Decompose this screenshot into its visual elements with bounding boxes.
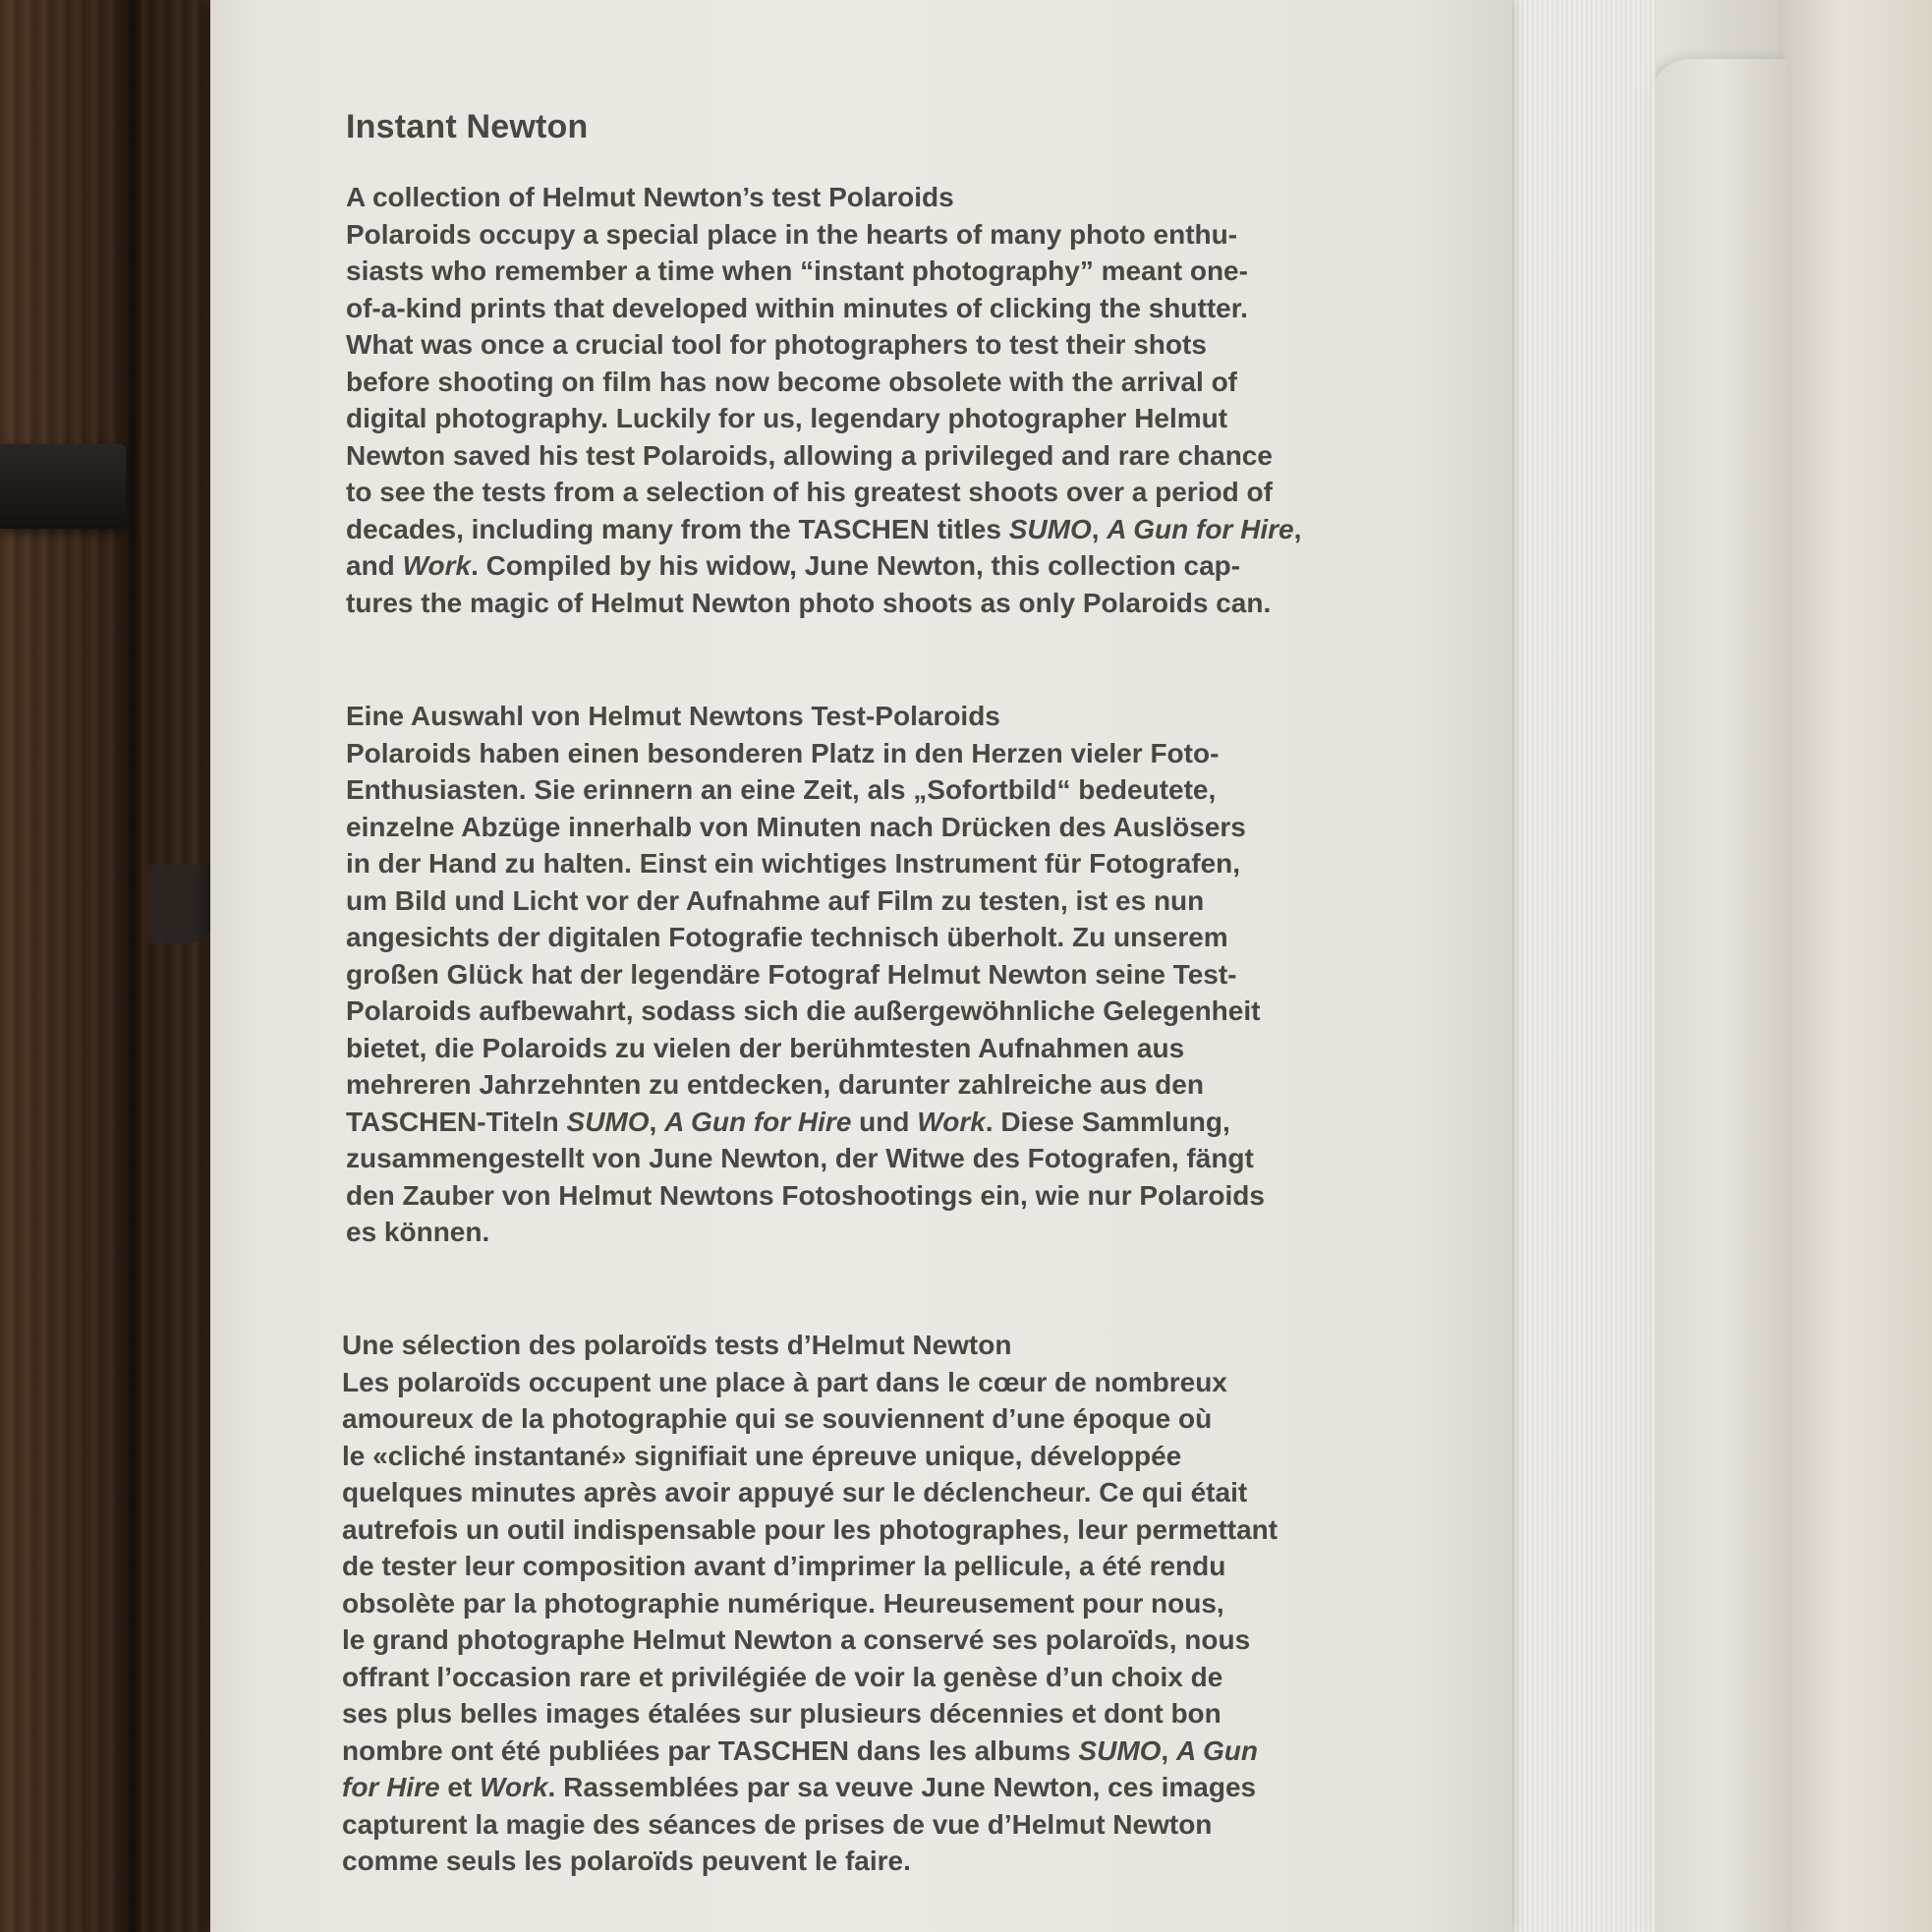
english-line: and Work. Compiled by his widow, June Newton, this collection cap- [346, 550, 1241, 581]
french-line: offrant l’occasion rare et privilégiée de voir la genèse d’un choix de [342, 1661, 1223, 1692]
english-subtitle: A collection of Helmut Newton’s test Polaroids [346, 182, 954, 212]
page-title: Instant Newton [346, 108, 589, 145]
french-line: quelques minutes après avoir appuyé sur le déclencheur. Ce qui était [342, 1477, 1248, 1507]
french-line: capturent la magie des séances de prises de vue d’Helmut Newton [342, 1808, 1213, 1840]
german-line: um Bild und Licht vor der Aufnahme auf Film zu testen, ist es nun [346, 884, 1205, 916]
french-line: de tester leur composition avant d’imprimer la pellicule, a été rendu [342, 1551, 1226, 1581]
german-line: mehreren Jahrzehnten zu entdecken, darunter zahlreiche aus den [346, 1069, 1204, 1100]
french-line: Les polaroïds occupent une place à part dans le cœur de nombreux [342, 1366, 1227, 1397]
english-line: tures the magic of Helmut Newton photo shoots as only Polaroids can. [346, 587, 1272, 618]
german-line: es können. [346, 1217, 490, 1247]
german-line: den Zauber von Helmut Newtons Fotoshootings ein, wie nur Polaroids [346, 1179, 1265, 1211]
english-line: siasts who remember a time when “instant photography” meant one- [346, 256, 1248, 286]
english-line: What was once a crucial tool for photographers to test their shots [346, 329, 1207, 360]
wood-crack [118, 0, 143, 1932]
french-subtitle: Une sélection des polaroïds tests d’Helmut Newton [342, 1330, 1012, 1360]
german-section [346, 698, 1265, 1251]
right-page-curl [1651, 59, 1789, 1932]
page-content [342, 108, 1407, 1876]
german-line: bietet, die Polaroids zu vielen der berühmtesten Aufnahmen aus [346, 1032, 1185, 1063]
german-line: Enthusiasten. Sie erinnern an eine Zeit, als „Sofortbild“ bedeutete, [346, 774, 1217, 805]
french-line: ses plus belles images étalées sur plusieurs décennies et dont bon [342, 1698, 1222, 1729]
french-line: autrefois un outil indispensable pour les photographes, leur permettant [342, 1513, 1279, 1545]
english-section [346, 179, 1301, 621]
german-line: einzelne Abzüge innerhalb von Minuten nach Drücken des Auslösers [346, 811, 1246, 842]
french-line: for Hire et Work. Rassemblées par sa veuve June Newton, ces images [342, 1772, 1257, 1802]
german-line: großen Glück hat der legendäre Fotograf Helmut Newton seine Test- [346, 958, 1237, 990]
french-line: le «cliché instantané» signifiait une épreuve unique, développée [342, 1440, 1182, 1471]
page-edges [1508, 0, 1656, 1932]
german-line: TASCHEN-Titeln SUMO, A Gun for Hire und Work. Diese Sammlung, [346, 1106, 1230, 1137]
english-line: of-a-kind prints that developed within minutes of clicking the shutter. [346, 292, 1248, 323]
english-line: to see the tests from a selection of his greatest shoots over a period of [346, 477, 1273, 507]
german-line: Polaroids aufbewahrt, sodass sich die außergewöhnliche Gelegenheit [346, 995, 1261, 1026]
german-line: Polaroids haben einen besonderen Platz in den Herzen vieler Foto- [346, 737, 1220, 768]
english-line: Polaroids occupy a special place in the hearts of many photo enthu- [346, 218, 1238, 250]
right-page-far [1779, 0, 1932, 1932]
english-line: Newton saved his test Polaroids, allowing a privileged and rare chance [346, 439, 1273, 471]
french-line: comme seuls les polaroïds peuvent le faire. [342, 1846, 911, 1876]
german-line: angesichts der digitalen Fotografie technisch überholt. Zu unserem [346, 922, 1228, 952]
english-line: digital photography. Luckily for us, legendary photographer Helmut [346, 403, 1228, 433]
english-line: before shooting on film has now become obsolete with the arrival of [346, 366, 1237, 397]
french-section [342, 1327, 1278, 1880]
book-clip-edge [147, 865, 216, 943]
french-line: amoureux de la photographie qui se souviennent d’une époque où [342, 1403, 1213, 1434]
german-line: zusammengestellt von June Newton, der Witwe des Fotografen, fängt [346, 1143, 1254, 1173]
french-line: nombre ont été publiées par TASCHEN dans les albums SUMO, A Gun [342, 1734, 1258, 1766]
book-clip [0, 444, 126, 529]
german-subtitle: Eine Auswahl von Helmut Newtons Test-Polaroids [346, 701, 1000, 731]
french-line: le grand photographe Helmut Newton a conservé ses polaroïds, nous [342, 1624, 1251, 1655]
english-line: decades, including many from the TASCHEN titles SUMO, A Gun for Hire, [346, 513, 1302, 544]
french-line: obsolète par la photographie numérique. Heureusement pour nous, [342, 1587, 1224, 1619]
german-line: in der Hand zu halten. Einst ein wichtiges Instrument für Fotografen, [346, 848, 1241, 879]
